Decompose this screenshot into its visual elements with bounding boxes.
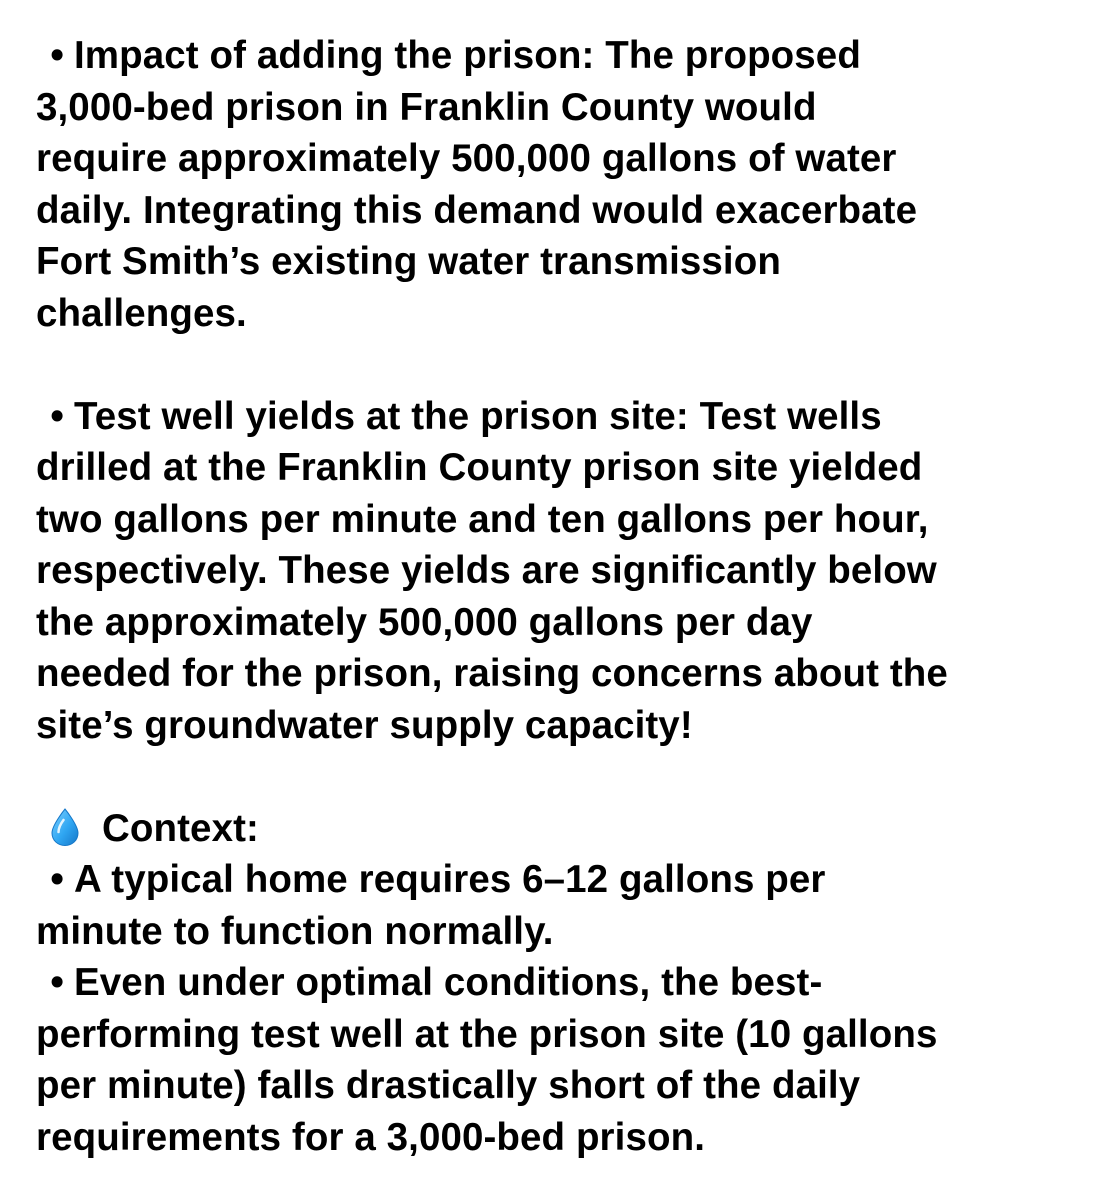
bullet-dot: • <box>50 858 64 901</box>
impact-text-line-4: daily. Integrating this demand would exacerbate <box>36 188 918 232</box>
context-item-2-line-2: performing test well at the prison site (10 gallons <box>36 1012 938 1056</box>
impact-text-line-6: challenges. <box>36 291 247 335</box>
test-well-text-line-5: the approximately 500,000 gallons per day <box>36 600 813 644</box>
list-item-line <box>36 854 1086 906</box>
test-well-text-line-6: needed for the prison, raising concerns about the <box>36 652 948 695</box>
context-item-1-line-1: A typical home requires 6–12 gallons per <box>74 858 826 901</box>
bullet-dot: • <box>50 961 64 1004</box>
list-item-line <box>36 391 1086 443</box>
context-item-2-line-1: Even under optimal conditions, the best- <box>74 961 823 1004</box>
context-heading: Context: <box>102 806 259 850</box>
bullet-dot: • <box>50 394 64 438</box>
list-item-line <box>36 30 1086 82</box>
test-well-text-line-1: Test well yields at the prison site: Test wells <box>74 394 882 438</box>
test-well-text-line-7: site’s groundwater supply capacity! <box>36 703 693 747</box>
context-item-2-line-4: requirements for a 3,000-bed prison. <box>36 1115 705 1159</box>
test-well-text-line-3: two gallons per minute and ten gallons per hour, <box>36 497 929 541</box>
test-well-text-line-2: drilled at the Franklin County prison site yielded <box>36 446 923 489</box>
context-item-1-line-2: minute to function normally. <box>36 909 554 953</box>
paragraph-gap <box>36 751 1086 803</box>
bullet-dot: • <box>50 34 64 77</box>
context-heading-line <box>36 803 1086 855</box>
water-droplet-icon <box>46 807 84 847</box>
impact-text-line-5: Fort Smith’s existing water transmission <box>36 240 781 283</box>
bullet-impact-of-adding-prison <box>36 30 1086 339</box>
impact-text-line-3: require approximately 500,000 gallons of water <box>36 137 897 180</box>
bullet-test-well-yields <box>36 391 1086 752</box>
paragraph-gap <box>36 339 1086 391</box>
test-well-text-line-4: respectively. These yields are significantly below <box>36 549 937 592</box>
document-body <box>36 30 1086 1163</box>
list-item-line <box>36 957 1086 1009</box>
impact-text-line-2: 3,000-bed prison in Franklin County would <box>36 85 817 129</box>
impact-text-line-1: Impact of adding the prison: The proposed <box>74 34 861 77</box>
context-section <box>36 803 1086 1164</box>
context-item-2-line-3: per minute) falls drastically short of the daily <box>36 1064 861 1107</box>
